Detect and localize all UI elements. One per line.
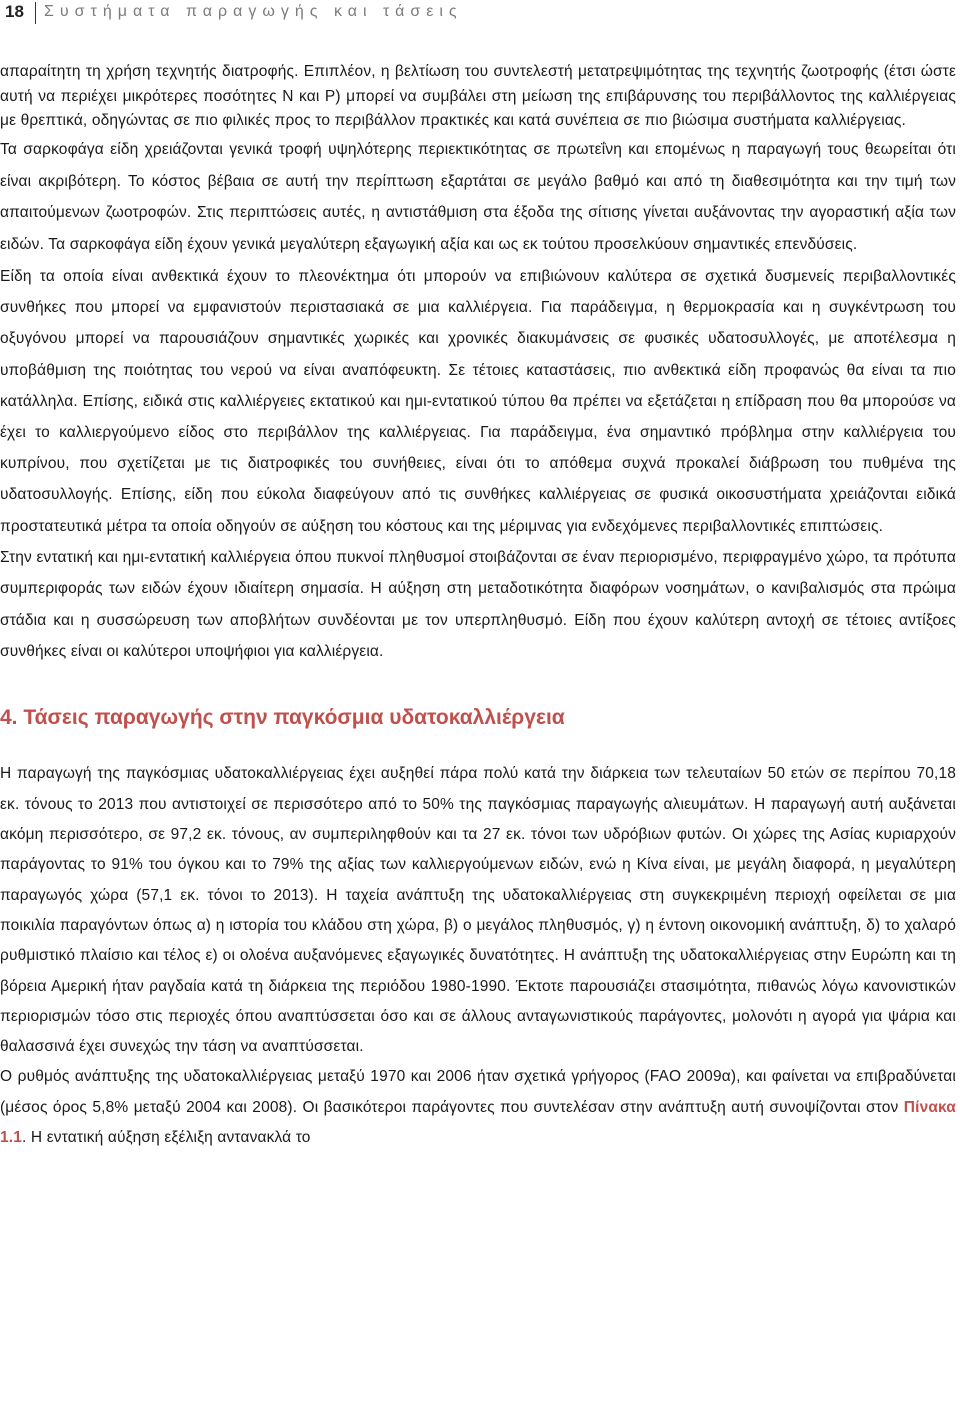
paragraph-artificial-feed: απαραίτητη τη χρήση τεχνητής διατροφής. Επιπλέον, η βελτίωση του συντελεστή μετατρεψιμότητας της τεχνητής ζωοτροφής (έτσι ώστε αυτή να περιέχει μικρότερες ποσότητες N και P) μπορεί να συμβάλει στη μείωση της επιβάρυνσης του περιβάλλοντος της καλλιέργειας με θρεπτικά, οδηγώντας σε πιο φιλικές προς το περιβάλλον πρακτικές και κατά συνέπεια σε πιο βιώσιμα συστήματα καλλιέργειας. [0,63,956,130]
page-body [0,60,956,1153]
growth-rate-text-start: Ο ρυθμός ανάπτυξης της υδατοκαλλιέργειας μεταξύ 1970 και 2006 ήταν σχετικά γρήγορος (FAO 2009α), και φαίνεται να επιβραδύνεται (μέσος όρος 5,8% μεταξύ 2004 και 2008). Οι βασικότεροι παράγοντες που συντελέσαν στην ανάπτυξη αυτή συνοψίζονται στον [0,1068,956,1116]
table-reference-link[interactable]: Πίνακα 1.1 [0,1098,956,1146]
paragraph-intensive-culture: Στην εντατική και ημι-εντατική καλλιέργεια όπου πυκνοί πληθυσμοί στοιβάζονται σε έναν περιορισμένο, περιφραγμένο χώρο, τα πρότυπα συμπεριφοράς των ειδών έχουν ιδιαίτερη σημασία. Η αύξηση στη μεταδοτικότητα διαφόρων νοσημάτων, ο κανιβαλισμός στα πρώιμα στάδια και η συσσώρευση των αποβλήτων συνδέονται με τον υπερπληθυσμό. Είδη που έχουν καλύτερη αντοχή σε τέτοιες αντίξοες συνθήκες είναι οι καλύτεροι υποψήφιοι για καλλιέργεια. [0,548,956,661]
page-header [0,0,960,40]
header-divider [35,2,36,24]
section-heading: 4. Τάσεις παραγωγής στην παγκόσμια υδατοκαλλιέργεια [0,706,565,730]
growth-rate-text-end: . Η εντατική αύξηση εξέλιξη αντανακλά το [22,1128,311,1146]
paragraph-global-production: Η παραγωγή της παγκόσμιας υδατοκαλλιέργειας έχει αυξηθεί πάρα πολύ κατά την διάρκεια των τελευταίων 50 ετών σε περίπου 70,18 εκ. τόνους το 2013 που αντιστοιχεί σε περισσότερο από το 50% της παγκόσμιας παραγωγής αλιευμάτων. Η παραγωγή αυτή αυξάνεται ακόμη περισσότερο, σε 97,2 εκ. τόνους, αν συμπεριληφθούν και τα 27 εκ. τόνοι των υδρόβιων φυτών. Οι χώρες της Ασίας κυριαρχούν παράγοντας το 91% του όγκου και το 79% της αξίας των καλλιεργούμενων ειδών, ενώ η Κίνα είναι, με μεγάλη διαφορά, η μεγαλύτερη παραγωγός χώρα (57,1 εκ. τόνοι το 2013). Η ταχεία ανάπτυξη της υδατοκαλλιέργειας στη συγκεκριμένη περιοχή οφείλεται σε μια ποικιλία παραγόντων όπως α) η ιστορία του κλάδου στη χώρα, β) ο μεγάλος πληθυσμός, γ) η έντονη οικονομική ανάπτυξη, δ) το χαλαρό ρυθμιστικό πλαίσιο και τέλος ε) οι ολοένα αυξανόμενες εξαγωγικές δυνατότητες. Η ανάπτυξη της υδατοκαλλιέργειας στην Ευρώπη και τη βόρεια Αμερική ήταν ραγδαία κατά τη διάρκεια της περιόδου 1980-1990. Έκτοτε παρουσιάζει στασιμότητα, πιθανώς λόγω κανονιστικών περιορισμών τόσο στις περιοχές όπου αναπτύσσεται όσο και σε άλλους ανταγωνιστικούς παράγοντες, μολονότι η αγορά για ψάρια και θαλασσινά έχει συνεχώς την τάση να αναπτύσσεται. [0,765,956,1056]
paragraph-resistant-species: Είδη τα οποία είναι ανθεκτικά έχουν το πλεονέκτημα ότι μπορούν να επιβιώνουν καλύτερα σε σχετικά δυσμενείς περιβαλλοντικές συνθήκες που μπορεί να εμφανιστούν περιστασιακά σε μια καλλιέργεια. Για παράδειγμα, η θερμοκρασία και η συγκέντρωση του οξυγόνου μπορεί να παρουσιάζουν σημαντικές χωρικές και χρονικές διακυμάνσεις σε φυσικές υδατοσυλλογές, με αποτέλεσμα η υποβάθμιση της ποιότητας του νερού να είναι αναπόφευκτη. Σε τέτοιες καταστάσεις, πιο ανθεκτικά είδη προφανώς θα είναι τα πιο κατάλληλα. Επίσης, ειδικά στις καλλιέργειες εκτατικού και ημι-εντατικού τύπου θα πρέπει να εξετάζεται η επίδραση που θα μπορούσε να έχει το καλλιεργούμενο είδος στο περιβάλλον της καλλιέργειας. Για παράδειγμα, ένα σημαντικό πρόβλημα στην καλλιέργεια του κυπρίνου, που σχετίζεται με τις διατροφικές του συνήθειες, είναι ότι το απόθεμα συχνά προκαλεί διάβρωση του πυθμένα της υδατοσυλλογής. Επίσης, είδη που εύκολα διαφεύγουν από τις συνθήκες καλλιέργειας σε φυσικά οικοσυστήματα χρειάζονται ειδικά προστατευτικά μέτρα τα οποία οδηγούν σε αύξηση του κόστους και της μέριμνας για ενδεχόμενες περιβαλλοντικές επιπτώσεις. [0,267,956,535]
page-number: 18 [5,2,24,21]
paragraph-carnivorous-species: Τα σαρκοφάγα είδη χρειάζονται γενικά τροφή υψηλότερης περιεκτικότητας σε πρωτεΐνη και επομένως η παραγωγή τους θεωρείται ότι είναι ακριβότερη. Το κόστος βέβαια σε αυτή την περίπτωση εξαρτάται σε μεγάλο βαθμό και από τη διαθεσιμότητα και την τιμή των απαιτούμενων ζωοτροφών. Στις περιπτώσεις αυτές, η αντιστάθμιση στα έξοδα της σίτισης γίνεται αυξάνοντας την αγοραστική αξία των ειδών. Τα σαρκοφάγα είδη έχουν γενικά μεγαλύτερη εξαγωγική αξία και ως εκ τούτου προσελκύουν σημαντικές επενδύσεις. [0,140,956,254]
paragraph-growth-rate [0,1062,956,1153]
running-title: Συστήματα παραγωγής και τάσεις [44,3,463,20]
